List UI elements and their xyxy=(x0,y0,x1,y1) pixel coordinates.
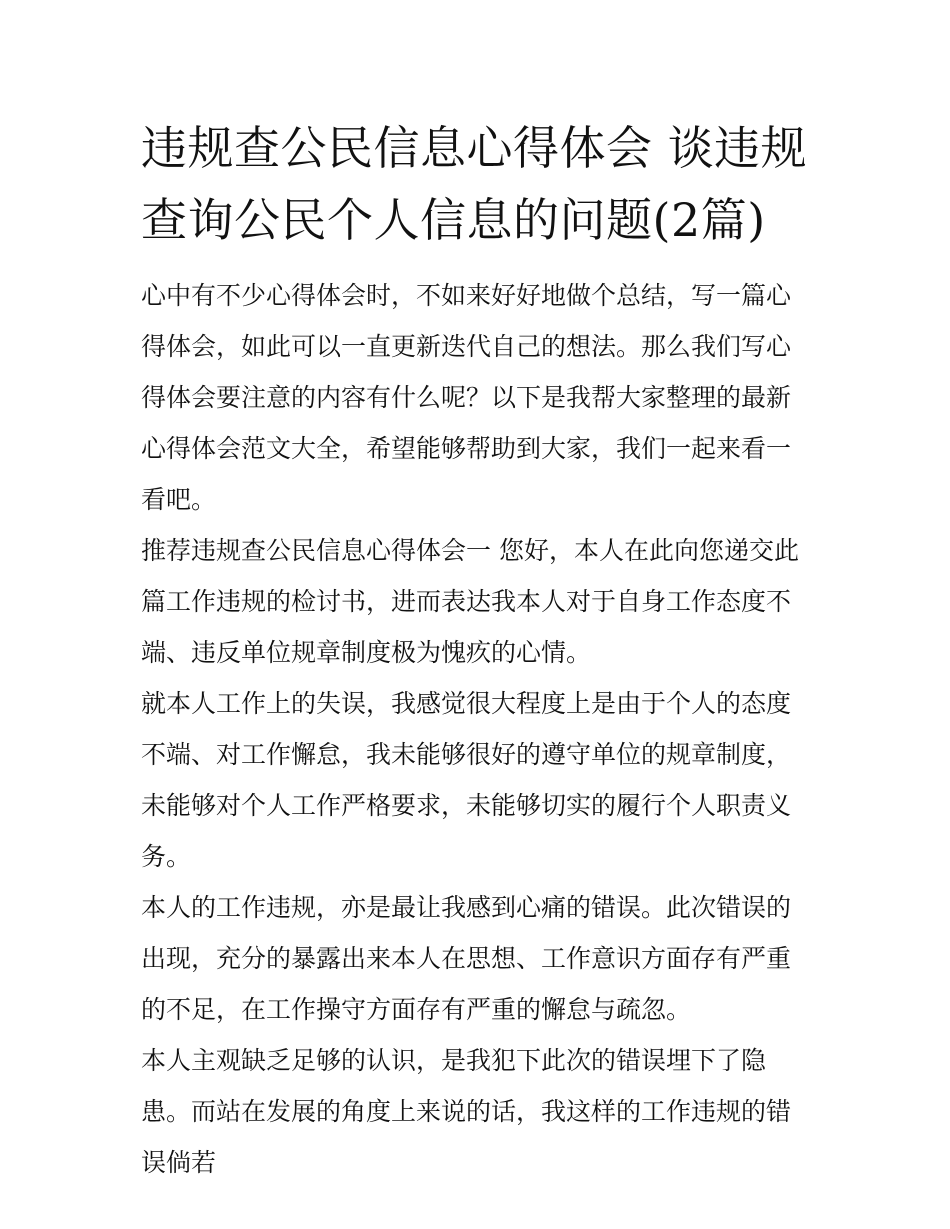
paragraph-intro: 心中有不少心得体会时，不如来好好地做个总结，写一篇心得体会，如此可以一直更新迭代自己的想法。那么我们写心得体会要注意的内容有什么呢？以下是我帮大家整理的最新心得体会范文大全，希望能够帮助到大家，我们一起来看一看吧。 xyxy=(141,281,792,514)
document-body xyxy=(141,112,813,1188)
document-title: 违规查公民信息心得体会 谈违规查询公民个人信息的问题(2篇) xyxy=(141,121,808,247)
paragraph-violation: 本人的工作违规，亦是最让我感到心痛的错误。此次错误的出现，充分的暴露出来本人在思想、工作意识方面存有严重的不足，在工作操守方面存有严重的懈怠与疏忽。 xyxy=(141,893,792,1024)
paragraph-awareness: 本人主观缺乏足够的认识，是我犯下此次的错误埋下了隐患。而站在发展的角度上来说的话，我这样的工作违规的错误倘若 xyxy=(141,1046,792,1177)
paragraph-mistake: 就本人工作上的失误，我感觉很大程度上是由于个人的态度不端、对工作懈怠，我未能够很好的遵守单位的规章制度，未能够对个人工作严格要求，未能够切实的履行个人职责义务。 xyxy=(141,689,792,871)
paragraph-recommendation: 推荐违规查公民信息心得体会一 您好，本人在此向您递交此篇工作违规的检讨书，进而表达我本人对于自身工作态度不端、违反单位规章制度极为愧疚的心情。 xyxy=(141,536,799,667)
